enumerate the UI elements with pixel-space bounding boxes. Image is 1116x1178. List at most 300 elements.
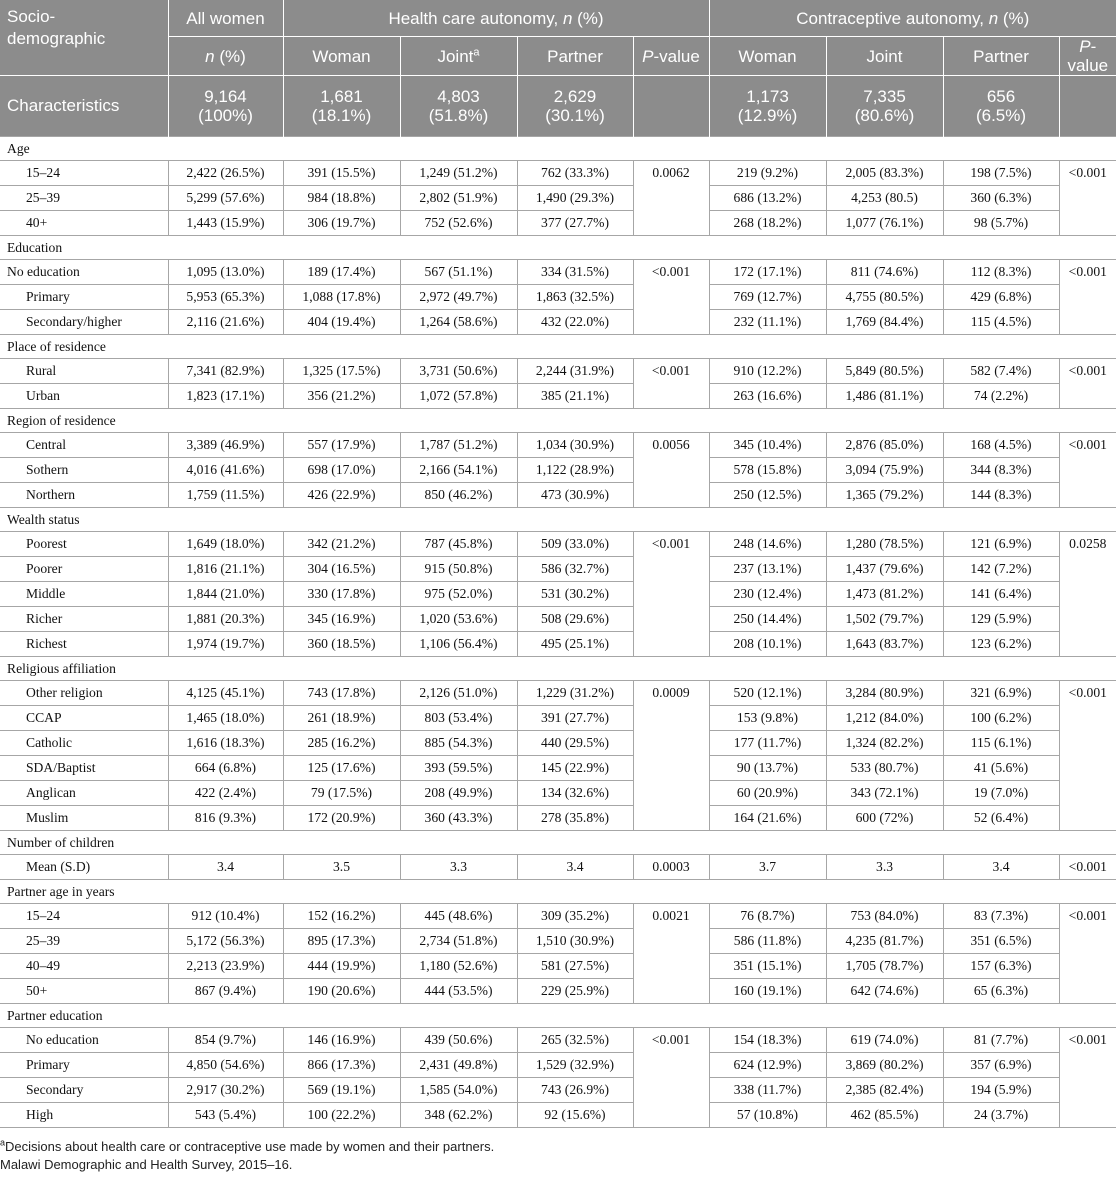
row-label: 50+ [0,979,168,1004]
cell-contra-woman: 160 (19.1%) [709,979,826,1004]
cell-health-partner: 309 (35.2%) [517,904,633,929]
table-row [0,904,1116,929]
row-label: 15–24 [0,904,168,929]
cell-health-partner: 509 (33.0%) [517,532,633,557]
cell-health-joint: 850 (46.2%) [400,483,517,508]
cell-contra-partner: 357 (6.9%) [943,1053,1059,1078]
header-health-pvalue: P-value [633,37,709,76]
health-pvalue-cell: <0.001 [633,260,709,335]
row-label: Urban [0,384,168,409]
cell-contra-joint: 2,876 (85.0%) [826,433,943,458]
cell-health-partner: 495 (25.1%) [517,632,633,657]
table-row [0,359,1116,384]
cell-all-women: 2,116 (21.6%) [168,310,283,335]
cell-health-joint: 208 (49.9%) [400,781,517,806]
cell-contra-joint: 5,849 (80.5%) [826,359,943,384]
contra-pvalue-cell: 0.0258 [1059,532,1116,657]
cell-contra-partner: 65 (6.3%) [943,979,1059,1004]
section-header-row [0,508,1116,532]
header-sociodemographic: Socio- demographic [0,0,168,76]
row-label: Central [0,433,168,458]
cell-health-woman: 190 (20.6%) [283,979,400,1004]
table-row [0,186,1116,211]
cell-contra-joint: 1,769 (84.4%) [826,310,943,335]
table-row [0,806,1116,831]
cell-health-woman: 189 (17.4%) [283,260,400,285]
cell-contra-joint: 3,869 (80.2%) [826,1053,943,1078]
section-header-row [0,831,1116,855]
cell-all-women: 1,465 (18.0%) [168,706,283,731]
cell-contra-partner: 81 (7.7%) [943,1028,1059,1053]
total-health-partner: 2,629 (30.1%) [517,76,633,137]
cell-contra-partner: 3.4 [943,855,1059,880]
table-body [0,137,1116,1128]
cell-contra-woman: 60 (20.9%) [709,781,826,806]
cell-health-partner: 1,034 (30.9%) [517,433,633,458]
table-row [0,384,1116,409]
cell-contra-joint: 1,705 (78.7%) [826,954,943,979]
cell-all-women: 7,341 (82.9%) [168,359,283,384]
cell-contra-woman: 153 (9.8%) [709,706,826,731]
row-label: Primary [0,1053,168,1078]
cell-contra-woman: 230 (12.4%) [709,582,826,607]
cell-health-joint: 439 (50.6%) [400,1028,517,1053]
health-pvalue-cell: 0.0009 [633,681,709,831]
row-label: Poorest [0,532,168,557]
cell-all-women: 3.4 [168,855,283,880]
footnotes [0,1138,494,1174]
row-label: Middle [0,582,168,607]
table-row [0,483,1116,508]
cell-contra-woman: 154 (18.3%) [709,1028,826,1053]
cell-all-women: 867 (9.4%) [168,979,283,1004]
row-label: Richest [0,632,168,657]
cell-health-joint: 567 (51.1%) [400,260,517,285]
cell-health-partner: 3.4 [517,855,633,880]
cell-health-woman: 152 (16.2%) [283,904,400,929]
cell-health-partner: 391 (27.7%) [517,706,633,731]
health-pvalue-cell: <0.001 [633,532,709,657]
cell-contra-joint: 1,324 (82.2%) [826,731,943,756]
table-row [0,756,1116,781]
cell-contra-joint: 3,284 (80.9%) [826,681,943,706]
cell-contra-partner: 168 (4.5%) [943,433,1059,458]
header-health-woman: Woman [283,37,400,76]
header-health-care-autonomy: Health care autonomy, n (%) [283,0,709,37]
cell-health-joint: 752 (52.6%) [400,211,517,236]
table-row [0,929,1116,954]
table-row [0,458,1116,483]
cell-contra-partner: 344 (8.3%) [943,458,1059,483]
cell-contra-joint: 343 (72.1%) [826,781,943,806]
table-row [0,632,1116,657]
total-health-woman: 1,681 (18.1%) [283,76,400,137]
section-title: Partner age in years [0,880,1116,904]
cell-health-partner: 531 (30.2%) [517,582,633,607]
cell-health-partner: 265 (32.5%) [517,1028,633,1053]
cell-all-women: 3,389 (46.9%) [168,433,283,458]
cell-contra-woman: 164 (21.6%) [709,806,826,831]
cell-contra-partner: 121 (6.9%) [943,532,1059,557]
header-contra-pvalue: P-value [1059,37,1116,76]
cell-all-women: 4,850 (54.6%) [168,1053,283,1078]
cell-health-joint: 445 (48.6%) [400,904,517,929]
cell-contra-partner: 360 (6.3%) [943,186,1059,211]
cell-contra-joint: 1,502 (79.7%) [826,607,943,632]
cell-all-women: 854 (9.7%) [168,1028,283,1053]
cell-all-women: 1,823 (17.1%) [168,384,283,409]
cell-contra-joint: 1,212 (84.0%) [826,706,943,731]
cell-contra-partner: 582 (7.4%) [943,359,1059,384]
cell-contra-joint: 600 (72%) [826,806,943,831]
cell-all-women: 2,422 (26.5%) [168,161,283,186]
table-row [0,433,1116,458]
header-contra-partner: Partner [943,37,1059,76]
section-title: Place of residence [0,335,1116,359]
cell-health-joint: 885 (54.3%) [400,731,517,756]
cell-health-joint: 2,734 (51.8%) [400,929,517,954]
cell-health-woman: 569 (19.1%) [283,1078,400,1103]
contra-pvalue-cell: <0.001 [1059,433,1116,508]
cell-health-woman: 125 (17.6%) [283,756,400,781]
row-label: Poorer [0,557,168,582]
cell-health-woman: 172 (20.9%) [283,806,400,831]
header-health-partner: Partner [517,37,633,76]
cell-health-joint: 787 (45.8%) [400,532,517,557]
cell-contra-woman: 769 (12.7%) [709,285,826,310]
cell-contra-woman: 250 (14.4%) [709,607,826,632]
section-title: Number of children [0,831,1116,855]
cell-all-women: 1,443 (15.9%) [168,211,283,236]
header-contraceptive-autonomy: Contraceptive autonomy, n (%) [709,0,1116,37]
cell-health-woman: 342 (21.2%) [283,532,400,557]
row-label: Muslim [0,806,168,831]
row-label: Secondary [0,1078,168,1103]
cell-health-woman: 3.5 [283,855,400,880]
section-header-row [0,236,1116,260]
table-row [0,954,1116,979]
cell-health-joint: 1,264 (58.6%) [400,310,517,335]
table-row [0,706,1116,731]
cell-health-woman: 698 (17.0%) [283,458,400,483]
cell-health-partner: 1,229 (31.2%) [517,681,633,706]
cell-contra-joint: 753 (84.0%) [826,904,943,929]
cell-health-partner: 508 (29.6%) [517,607,633,632]
cell-contra-joint: 533 (80.7%) [826,756,943,781]
contra-pvalue-cell: <0.001 [1059,681,1116,831]
contra-pvalue-cell: <0.001 [1059,1028,1116,1128]
cell-health-woman: 100 (22.2%) [283,1103,400,1128]
table-row [0,781,1116,806]
cell-health-partner: 145 (22.9%) [517,756,633,781]
total-health-pvalue [633,76,709,137]
cell-contra-partner: 41 (5.6%) [943,756,1059,781]
cell-contra-woman: 520 (12.1%) [709,681,826,706]
contra-pvalue-cell: <0.001 [1059,359,1116,409]
cell-all-women: 5,172 (56.3%) [168,929,283,954]
cell-health-woman: 444 (19.9%) [283,954,400,979]
cell-health-joint: 1,180 (52.6%) [400,954,517,979]
cell-contra-partner: 115 (4.5%) [943,310,1059,335]
cell-health-joint: 2,431 (49.8%) [400,1053,517,1078]
cell-contra-joint: 1,486 (81.1%) [826,384,943,409]
cell-health-partner: 743 (26.9%) [517,1078,633,1103]
total-health-joint: 4,803 (51.8%) [400,76,517,137]
cell-all-women: 5,953 (65.3%) [168,285,283,310]
cell-contra-woman: 248 (14.6%) [709,532,826,557]
cell-health-joint: 915 (50.8%) [400,557,517,582]
cell-health-partner: 762 (33.3%) [517,161,633,186]
cell-health-partner: 377 (27.7%) [517,211,633,236]
cell-contra-woman: 351 (15.1%) [709,954,826,979]
health-pvalue-cell: <0.001 [633,359,709,409]
cell-health-partner: 334 (31.5%) [517,260,633,285]
cell-health-woman: 345 (16.9%) [283,607,400,632]
cell-health-partner: 1,490 (29.3%) [517,186,633,211]
cell-health-woman: 79 (17.5%) [283,781,400,806]
table-row [0,1053,1116,1078]
row-label: SDA/Baptist [0,756,168,781]
cell-all-women: 422 (2.4%) [168,781,283,806]
cell-all-women: 4,016 (41.6%) [168,458,283,483]
cell-contra-woman: 686 (13.2%) [709,186,826,211]
health-pvalue-cell: 0.0056 [633,433,709,508]
footnote-joint: $^a$Decisions about health care or contraceptive use made by women and their partners. [0,1137,495,1154]
cell-contra-partner: 194 (5.9%) [943,1078,1059,1103]
row-label: Northern [0,483,168,508]
section-header-row [0,335,1116,359]
section-title: Religious affiliation [0,657,1116,681]
row-label: Anglican [0,781,168,806]
cell-contra-partner: 19 (7.0%) [943,781,1059,806]
cell-contra-woman: 219 (9.2%) [709,161,826,186]
cell-all-women: 664 (6.8%) [168,756,283,781]
cell-contra-joint: 1,643 (83.7%) [826,632,943,657]
cell-contra-partner: 100 (6.2%) [943,706,1059,731]
section-header-row [0,657,1116,681]
cell-health-woman: 356 (21.2%) [283,384,400,409]
contra-pvalue-cell: <0.001 [1059,161,1116,236]
section-header-row [0,880,1116,904]
table-row [0,310,1116,335]
cell-contra-woman: 232 (11.1%) [709,310,826,335]
row-label: Mean (S.D) [0,855,168,880]
cell-health-joint: 3.3 [400,855,517,880]
section-header-row [0,1004,1116,1028]
cell-health-joint: 360 (43.3%) [400,806,517,831]
cell-health-joint: 1,106 (56.4%) [400,632,517,657]
table-row [0,285,1116,310]
cell-contra-joint: 2,385 (82.4%) [826,1078,943,1103]
section-header-row [0,409,1116,433]
header-n-percent: n (%) [168,37,283,76]
table-row [0,979,1116,1004]
cell-contra-woman: 3.7 [709,855,826,880]
header-contra-woman: Woman [709,37,826,76]
row-label: Catholic [0,731,168,756]
cell-health-joint: 2,166 (54.1%) [400,458,517,483]
cell-health-partner: 581 (27.5%) [517,954,633,979]
cell-health-joint: 1,585 (54.0%) [400,1078,517,1103]
row-label: 15–24 [0,161,168,186]
cell-contra-woman: 177 (11.7%) [709,731,826,756]
cell-contra-partner: 429 (6.8%) [943,285,1059,310]
cell-contra-joint: 619 (74.0%) [826,1028,943,1053]
cell-contra-joint: 4,235 (81.7%) [826,929,943,954]
cell-health-woman: 1,325 (17.5%) [283,359,400,384]
table-row [0,532,1116,557]
cell-contra-partner: 98 (5.7%) [943,211,1059,236]
cell-contra-woman: 345 (10.4%) [709,433,826,458]
cell-health-woman: 426 (22.9%) [283,483,400,508]
table-row [0,855,1116,880]
row-label: Primary [0,285,168,310]
cell-contra-partner: 74 (2.2%) [943,384,1059,409]
cell-health-partner: 2,244 (31.9%) [517,359,633,384]
cell-all-women: 2,917 (30.2%) [168,1078,283,1103]
cell-health-partner: 1,863 (32.5%) [517,285,633,310]
cell-contra-joint: 3,094 (75.9%) [826,458,943,483]
cell-health-partner: 1,510 (30.9%) [517,929,633,954]
cell-contra-partner: 52 (6.4%) [943,806,1059,831]
row-label: 25–39 [0,186,168,211]
cell-health-joint: 1,020 (53.6%) [400,607,517,632]
cell-health-partner: 586 (32.7%) [517,557,633,582]
cell-contra-woman: 624 (12.9%) [709,1053,826,1078]
cell-health-partner: 440 (29.5%) [517,731,633,756]
health-pvalue-cell: 0.0021 [633,904,709,1004]
cell-health-woman: 866 (17.3%) [283,1053,400,1078]
section-title: Education [0,236,1116,260]
row-label: Sothern [0,458,168,483]
cell-contra-joint: 1,280 (78.5%) [826,532,943,557]
cell-health-partner: 229 (25.9%) [517,979,633,1004]
cell-health-joint: 348 (62.2%) [400,1103,517,1128]
table-row [0,557,1116,582]
cell-health-woman: 984 (18.8%) [283,186,400,211]
cell-health-partner: 278 (35.8%) [517,806,633,831]
cell-health-joint: 2,126 (51.0%) [400,681,517,706]
cell-contra-partner: 123 (6.2%) [943,632,1059,657]
cell-health-joint: 393 (59.5%) [400,756,517,781]
cell-health-woman: 557 (17.9%) [283,433,400,458]
section-title: Partner education [0,1004,1116,1028]
cell-health-woman: 360 (18.5%) [283,632,400,657]
contra-pvalue-cell: <0.001 [1059,260,1116,335]
table-row [0,161,1116,186]
cell-contra-woman: 268 (18.2%) [709,211,826,236]
cell-contra-woman: 237 (13.1%) [709,557,826,582]
cell-contra-joint: 2,005 (83.3%) [826,161,943,186]
row-label: 40–49 [0,954,168,979]
table-row [0,731,1116,756]
cell-health-joint: 1,072 (57.8%) [400,384,517,409]
cell-contra-joint: 1,365 (79.2%) [826,483,943,508]
table-row [0,1078,1116,1103]
cell-health-woman: 391 (15.5%) [283,161,400,186]
cell-contra-joint: 1,437 (79.6%) [826,557,943,582]
cell-health-partner: 134 (32.6%) [517,781,633,806]
health-pvalue-cell: 0.0062 [633,161,709,236]
section-header-row [0,137,1116,161]
cell-health-partner: 92 (15.6%) [517,1103,633,1128]
row-label: No education [0,260,168,285]
row-label: 25–39 [0,929,168,954]
table-row [0,681,1116,706]
cell-contra-partner: 142 (7.2%) [943,557,1059,582]
header-health-joint: Joint$^a$ [400,37,517,76]
cell-contra-partner: 321 (6.9%) [943,681,1059,706]
table-row [0,211,1116,236]
total-contra-pvalue [1059,76,1116,137]
cell-contra-joint: 1,473 (81.2%) [826,582,943,607]
cell-health-woman: 404 (19.4%) [283,310,400,335]
cell-all-women: 1,974 (19.7%) [168,632,283,657]
cell-contra-woman: 172 (17.1%) [709,260,826,285]
cell-health-partner: 432 (22.0%) [517,310,633,335]
row-label: High [0,1103,168,1128]
row-label: Other religion [0,681,168,706]
cell-health-joint: 1,787 (51.2%) [400,433,517,458]
cell-health-woman: 330 (17.8%) [283,582,400,607]
cell-all-women: 1,616 (18.3%) [168,731,283,756]
contra-pvalue-cell: <0.001 [1059,855,1116,880]
cell-contra-partner: 115 (6.1%) [943,731,1059,756]
cell-health-partner: 473 (30.9%) [517,483,633,508]
cell-health-woman: 285 (16.2%) [283,731,400,756]
cell-contra-partner: 144 (8.3%) [943,483,1059,508]
cell-health-woman: 895 (17.3%) [283,929,400,954]
cell-contra-woman: 90 (13.7%) [709,756,826,781]
cell-all-women: 543 (5.4%) [168,1103,283,1128]
cell-contra-woman: 910 (12.2%) [709,359,826,384]
health-pvalue-cell: <0.001 [633,1028,709,1128]
section-title: Age [0,137,1116,161]
cell-contra-woman: 586 (11.8%) [709,929,826,954]
cell-contra-partner: 157 (6.3%) [943,954,1059,979]
footnote-source: Malawi Demographic and Health Survey, 2015–16. [0,1157,293,1172]
cell-contra-joint: 4,253 (80.5) [826,186,943,211]
row-label: No education [0,1028,168,1053]
cell-contra-joint: 1,077 (76.1%) [826,211,943,236]
cell-health-woman: 306 (19.7%) [283,211,400,236]
cell-health-joint: 803 (53.4%) [400,706,517,731]
table-row [0,582,1116,607]
cell-contra-woman: 338 (11.7%) [709,1078,826,1103]
health-pvalue-cell: 0.0003 [633,855,709,880]
cell-contra-joint: 462 (85.5%) [826,1103,943,1128]
total-contra-partner: 656 (6.5%) [943,76,1059,137]
cell-contra-partner: 141 (6.4%) [943,582,1059,607]
cell-all-women: 912 (10.4%) [168,904,283,929]
section-title: Region of residence [0,409,1116,433]
table-row [0,1103,1116,1128]
total-contra-woman: 1,173 (12.9%) [709,76,826,137]
section-title: Wealth status [0,508,1116,532]
cell-contra-joint: 3.3 [826,855,943,880]
table-row [0,1028,1116,1053]
cell-health-woman: 304 (16.5%) [283,557,400,582]
cell-contra-woman: 208 (10.1%) [709,632,826,657]
cell-all-women: 1,844 (21.0%) [168,582,283,607]
row-label: Richer [0,607,168,632]
cell-health-partner: 1,122 (28.9%) [517,458,633,483]
cell-health-joint: 3,731 (50.6%) [400,359,517,384]
header-characteristics: Characteristics [0,76,168,137]
cell-health-joint: 2,802 (51.9%) [400,186,517,211]
cell-contra-joint: 811 (74.6%) [826,260,943,285]
cell-contra-partner: 198 (7.5%) [943,161,1059,186]
